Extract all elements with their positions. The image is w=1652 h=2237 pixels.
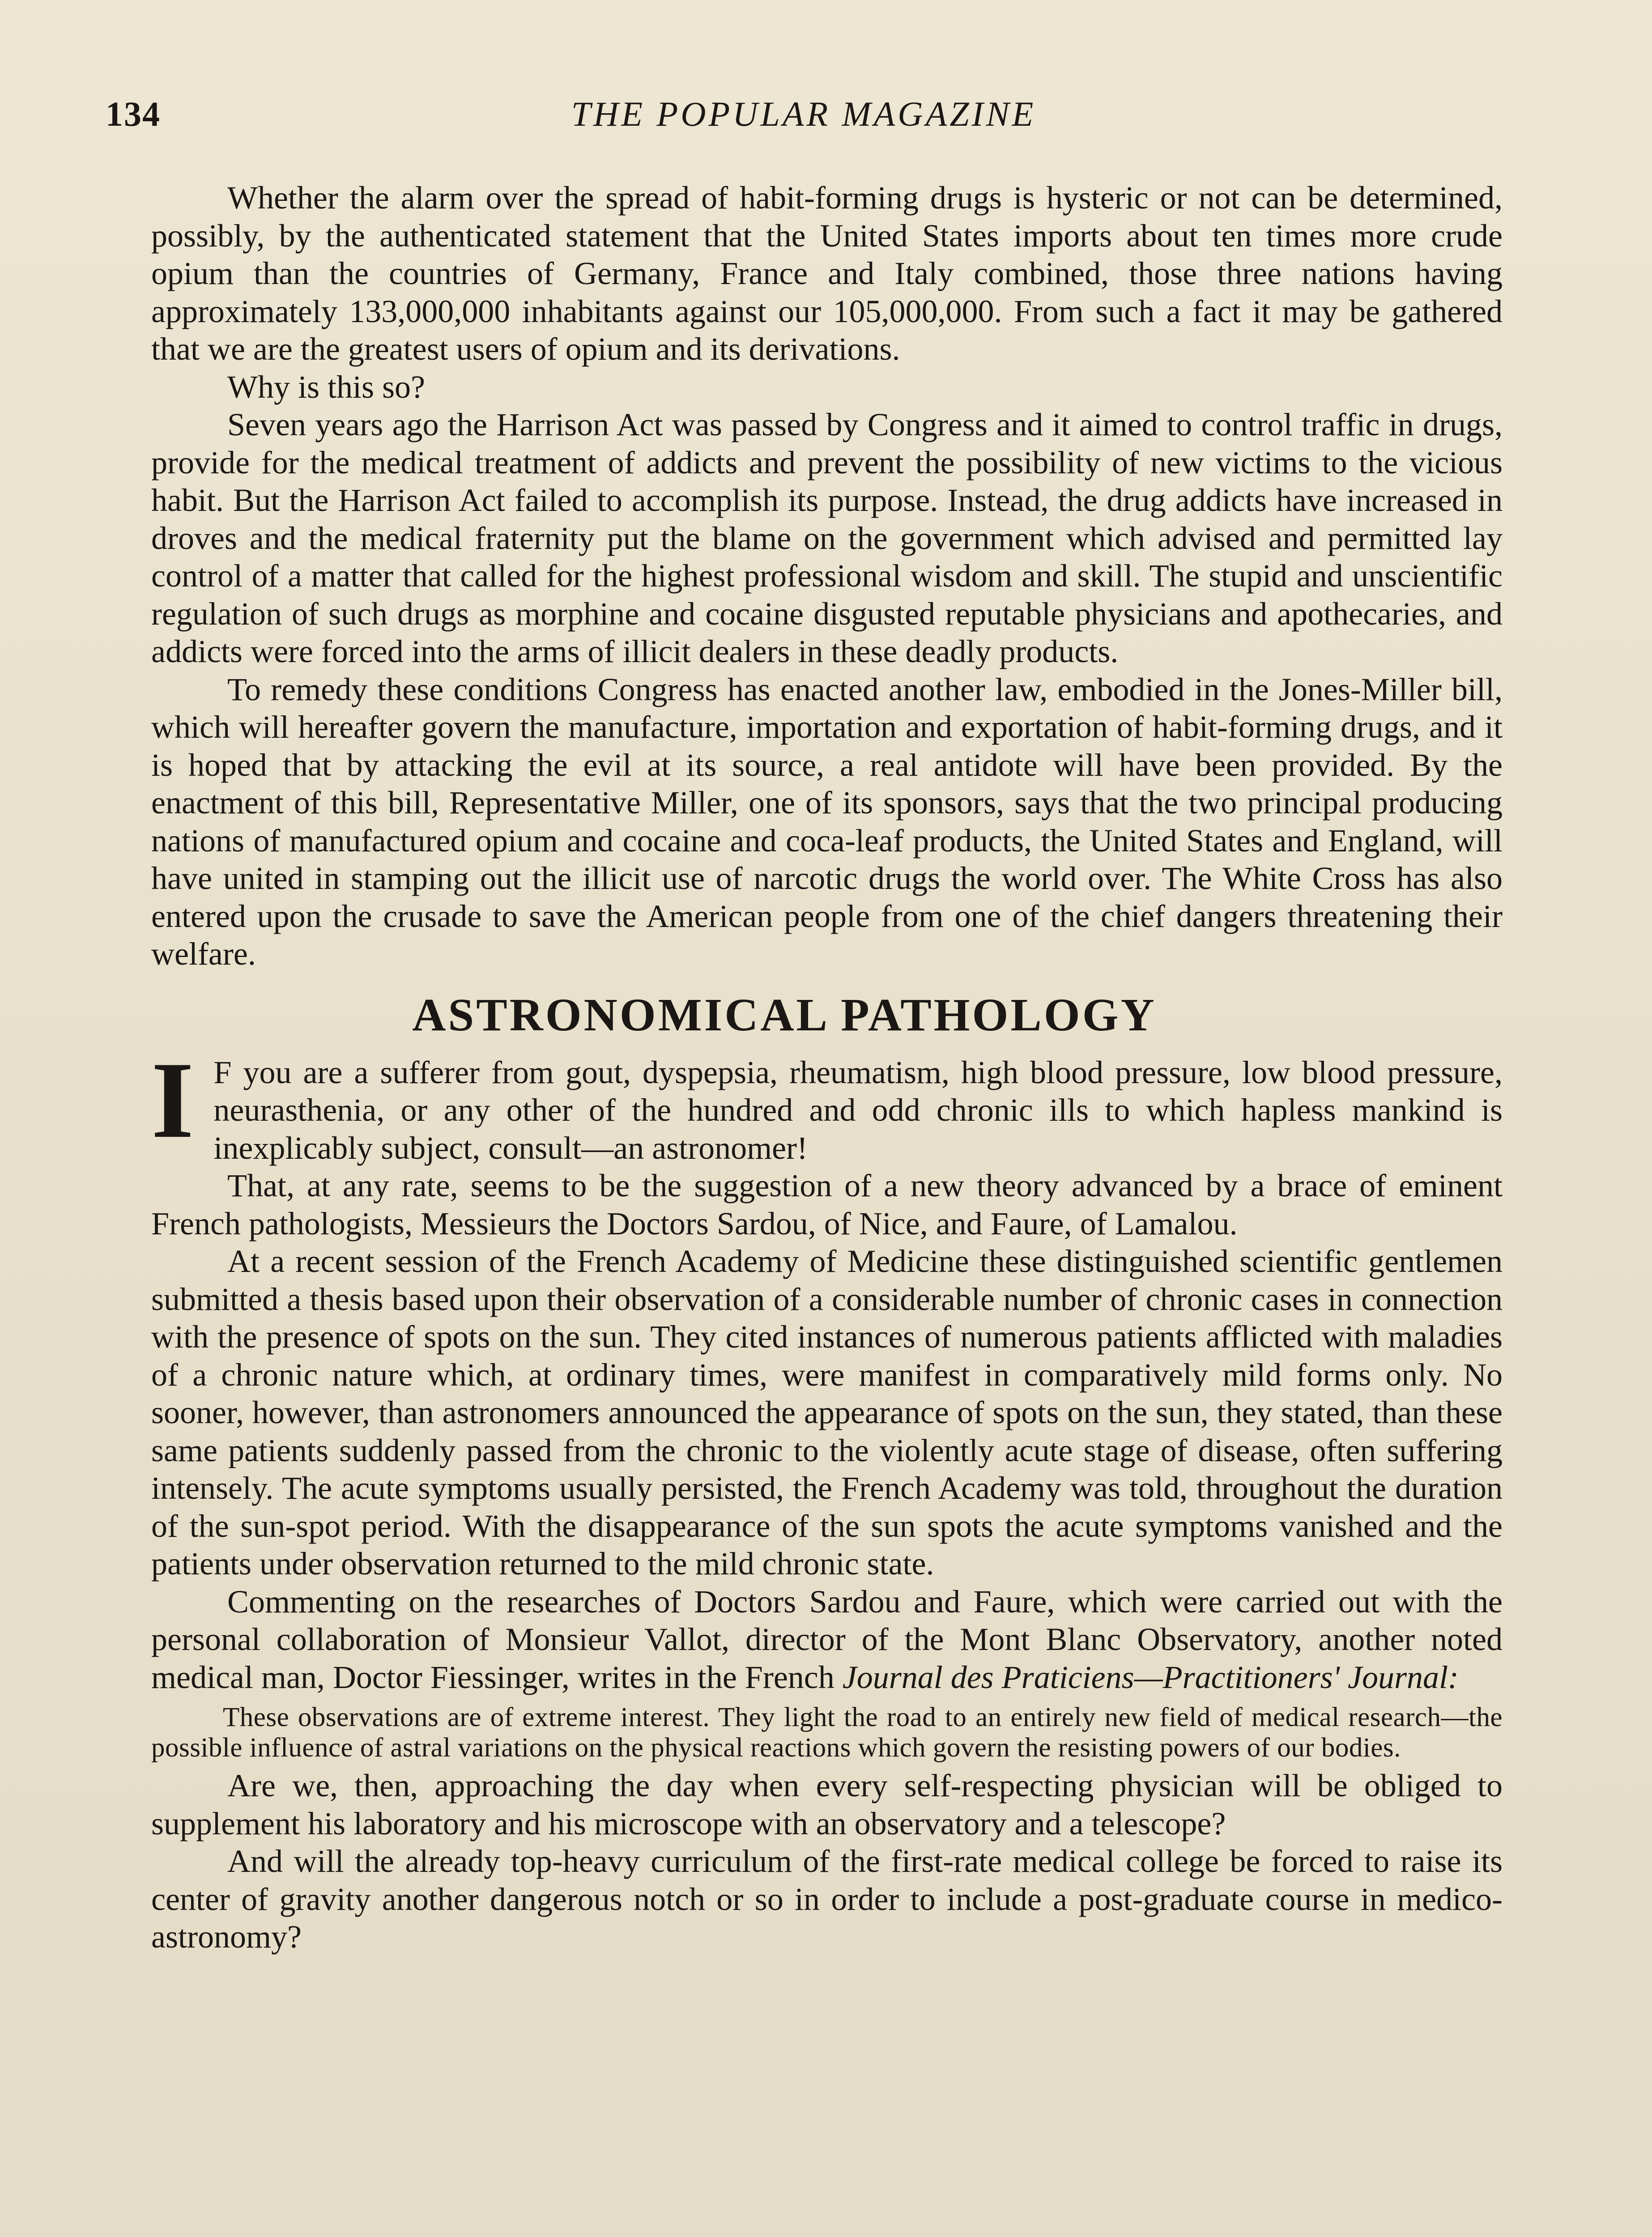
page-body [151,179,1503,1956]
journal-name: Journal des Praticiens—Practitioners' Journal: [842,1659,1459,1695]
page-number: 134 [106,94,161,133]
article-paragraph: Why is this so? [227,369,425,405]
article-paragraph: Are we, then, approaching the day when every self-respecting physician will be obliged to supplement his laboratory and his microscope with an observatory and a telescope? [151,1768,1503,1841]
article-paragraph: At a recent session of the French Academy of Medicine these distinguished scientific gentlemen submitted a thesis based upon their observation of a considerable number of chronic cases in connection with the presence of spots on the sun. They cited instances of numerous patients afflicted with maladies of a chronic nature which, at ordinary times, were manifest in comparatively mild forms only. No sooner, however, than astronomers announced the appearance of spots on the sun, they stated, than these same patients suddenly passed from the chronic to the violently acute stage of disease, often suffering intensely. The acute symptoms usually persisted, the French Academy was told, throughout the duration of the sun-spot period. With the disappearance of the sun spots the acute symptoms vanished and the patients under observation returned to the mild chronic state. [151,1243,1503,1582]
drug-article [151,179,1503,973]
section-title: ASTRONOMICAL PATHOLOGY [412,989,1157,1041]
commenting-text: Commenting on the researches of Doctors Sardou and Faure, which were carried out with the personal collaboration of Monsieur Vallot, director of the Mont Blanc Observatory, another noted medical man, Doctor Fiessinger, writes in the French [151,1583,1503,1695]
article-paragraph: And will the already top-heavy curriculum of the first-rate medical college be forced to raise its center of gravity another dangerous notch or so in order to include a post-graduate course in medico-astronomy? [151,1843,1503,1955]
running-title: THE POPULAR MAGAZINE [571,94,1036,133]
block-quote: These observations are of extreme interest. They light the road to an entirely new field of medical research—the possible influence of astral variations on the physical reactions which govern the resisting powers of our bodies. [151,1702,1503,1763]
article-paragraph: To remedy these conditions Congress has enacted another law, embodied in the Jones-Miller bill, which will hereafter govern the manufacture, importation and exportation of habit-forming drugs, and it is hoped that by attacking the evil at its source, a real antidote will have been provided. By the enactment of this bill, Representative Miller, one of its sponsors, says that the two principal producing nations of manufactured opium and cocaine and coca-leaf products, the United States and England, will have united in stamping out the illicit use of narcotic drugs the world over. The White Cross has also entered upon the crusade to save the American people from one of the chief dangers threatening their welfare. [151,671,1503,972]
article-paragraph: Whether the alarm over the spread of habit-forming drugs is hysteric or not can be determined, possibly, by the authenticated statement that the United States imports about ten times more crude opium than the countries of Germany, France and Italy combined, those three nations having approximately 133,000,000 inhabitants against our 105,000,000. From such a fact it may be gathered that we are the greatest users of opium and its derivations. [151,180,1503,367]
page-header [106,94,1502,148]
opening-paragraph [151,1039,1503,1167]
opening-paragraph-text: F you are a sufferer from gout, dyspepsia, rheumatism, high blood pressure, low blood pressure, neurasthenia, or any other of the hundred and odd chronic ills to which hapless mankind is inexplicably subject, consult—an astronomer! [213,1054,1503,1166]
astronomical-pathology-article [151,988,1503,1956]
article-paragraph: Seven years ago the Harrison Act was passed by Congress and it aimed to control traffic in drugs, provide for the medical treatment of addicts and prevent the possibility of new victims to the vicious habit. But the Harrison Act failed to accomplish its purpose. Instead, the drug addicts have increased in droves and the medical fraternity put the blame on the government which advised and permitted lay control of a matter that called for the highest professional wisdom and skill. The stupid and unscientific regulation of such drugs as morphine and cocaine disgusted reputable physicians and apothecaries, and addicts were forced into the arms of illicit dealers in these deadly products. [151,407,1503,669]
drop-cap: I [151,1039,194,1161]
commenting-paragraph [151,1583,1503,1697]
article-paragraph: That, at any rate, seems to be the suggestion of a new theory advanced by a brace of eminent French pathologists, Messieurs the Doctors Sardou, of Nice, and Faure, of Lamalou. [151,1168,1503,1242]
